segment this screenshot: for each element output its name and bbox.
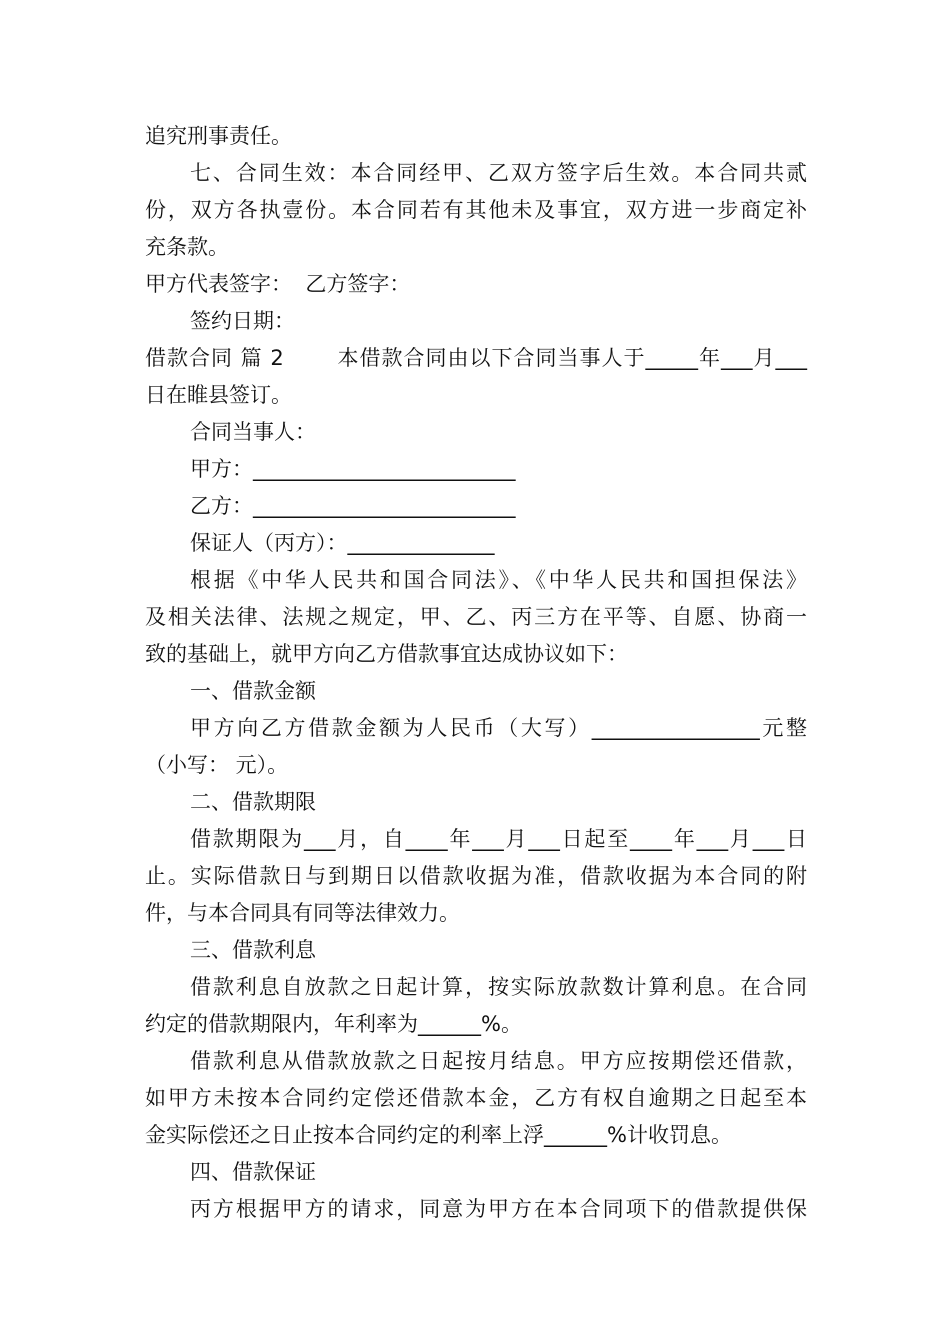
text-line: 丙方根据甲方的请求，同意为甲方在本合同项下的借款提供保 xyxy=(190,1197,807,1221)
section-heading: 三、借款利息 xyxy=(190,938,316,962)
text-line: 如甲方未按本合同约定偿还借款本金，乙方有权自逾期之日起至本 xyxy=(145,1086,807,1110)
text-line: 甲方：_________________________ xyxy=(190,457,516,481)
text-line: 追究刑事责任。 xyxy=(145,124,292,148)
section-heading: 二、借款期限 xyxy=(190,790,316,814)
text-line: 借款合同 篇 2 本借款合同由以下合同当事人于_____年___月___ xyxy=(145,346,807,370)
text-line: 七、合同生效：本合同经甲、乙双方签字后生效。本合同共贰 xyxy=(190,161,807,185)
text-line: 合同当事人： xyxy=(190,420,316,444)
section-heading: 四、借款保证 xyxy=(190,1160,316,1184)
text-line: 充条款。 xyxy=(145,235,229,259)
text-line: 借款利息自放款之日起计算，按实际放款数计算利息。在合同 xyxy=(190,975,807,999)
text-line: 份，双方各执壹份。本合同若有其他未及事宜，双方进一步商定补 xyxy=(145,198,807,222)
text-line: （小写： 元）。 xyxy=(145,753,289,777)
text-line: 乙方：_________________________ xyxy=(190,494,516,518)
text-line: 致的基础上，就甲方向乙方借款事宜达成协议如下： xyxy=(145,642,628,666)
text-line: 约定的借款期限内，年利率为______%。 xyxy=(145,1012,522,1036)
text-line: 根据《中华人民共和国合同法》、《中华人民共和国担保法》 xyxy=(190,568,807,592)
text-line: 止。实际借款日与到期日以借款收据为准，借款收据为本合同的附 xyxy=(145,864,807,888)
text-line: 日在睢县签订。 xyxy=(145,383,292,407)
text-line: 甲方向乙方借款金额为人民币（大写）________________元整 xyxy=(190,716,807,740)
section-heading: 一、借款金额 xyxy=(190,679,316,703)
text-line: 金实际偿还之日止按本合同约定的利率上浮______%计收罚息。 xyxy=(145,1123,732,1147)
text-line: 借款利息从借款放款之日起按月结息。甲方应按期偿还借款， xyxy=(190,1049,807,1073)
text-line: 件，与本合同具有同等法律效力。 xyxy=(145,901,460,925)
text-line: 及相关法律、法规之规定，甲、乙、丙三方在平等、自愿、协商一 xyxy=(145,605,807,629)
text-line: 借款期限为___月，自____年___月___日起至____年___月___日 xyxy=(190,827,807,851)
text-line: 签约日期： xyxy=(190,309,295,333)
text-line: 甲方代表签字： 乙方签字： xyxy=(145,272,411,296)
text-line: 保证人（丙方）：______________ xyxy=(190,531,495,555)
